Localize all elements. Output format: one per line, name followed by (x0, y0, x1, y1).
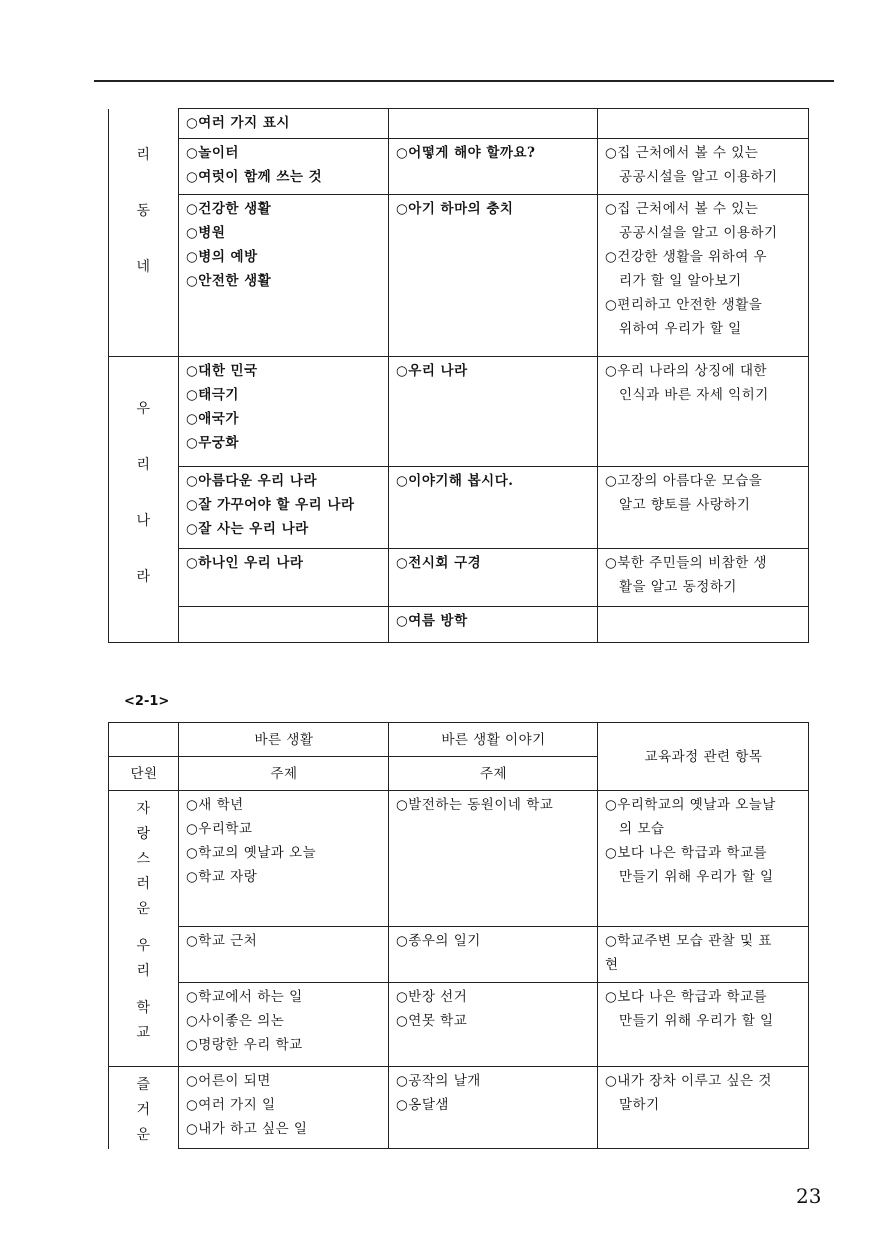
item-line: 공공시설을 알고 이용하기 (619, 169, 778, 185)
story-line: ○전시회 구경 (396, 555, 482, 571)
story-cell (389, 1067, 598, 1149)
story-cell (389, 109, 598, 139)
items-cell (598, 195, 809, 357)
item-line: 만들기 위해 우리가 할 일 (619, 1013, 774, 1029)
unit-char: 운 (136, 901, 151, 917)
topic-line: ○안전한 생활 (186, 273, 272, 289)
topic-cell (179, 195, 389, 357)
items-cell (598, 139, 809, 195)
topic-line: ○여럿이 함께 쓰는 것 (186, 169, 323, 185)
unit-char: 우 (136, 401, 151, 417)
item-line: 공공시설을 알고 이용하기 (619, 225, 778, 241)
item-line: ○보다 나은 학급과 학교를 (605, 989, 768, 1005)
topic-line: ○병원 (186, 225, 226, 241)
item-line: ○우리 나라의 상징에 대한 (605, 363, 768, 379)
topic-line: ○학교에서 하는 일 (186, 989, 303, 1005)
item-line: 알고 향토를 사랑하기 (619, 497, 751, 513)
unit-char: 라 (136, 569, 151, 585)
item-line: 활을 알고 동정하기 (619, 579, 737, 595)
item-line: 말하기 (619, 1097, 660, 1113)
header-sub1: 주제 (179, 757, 389, 791)
item-line: 의 모습 (619, 821, 665, 837)
topic-cell (179, 607, 389, 643)
unit-cell-joyful (109, 1067, 179, 1149)
topic-cell (179, 983, 389, 1067)
topic-line: ○학교 근처 (186, 933, 258, 949)
unit-char: 거 (136, 1102, 151, 1118)
topic-line: ○학교의 옛날과 오늘 (186, 845, 317, 861)
page-number: 23 (796, 1184, 822, 1208)
header-col1: 바른 생활 (179, 723, 389, 757)
topic-line: ○어른이 되면 (186, 1073, 271, 1089)
story-line: ○공작의 날개 (396, 1073, 481, 1089)
topic-cell (179, 927, 389, 983)
topic-cell (179, 139, 389, 195)
topic-line: ○잘 사는 우리 나라 (186, 521, 309, 537)
item-line: ○집 근처에서 볼 수 있는 (605, 201, 759, 217)
header-unit: 단원 (109, 757, 179, 791)
items-cell (598, 607, 809, 643)
topic-line: ○애국가 (186, 411, 239, 427)
top-rule (94, 80, 834, 82)
topic-line: ○학교 자랑 (186, 869, 258, 885)
topic-line: ○아름다운 우리 나라 (186, 473, 318, 489)
unit-char: 즐 (136, 1077, 151, 1093)
unit-char: 운 (136, 1127, 151, 1143)
items-cell (598, 983, 809, 1067)
unit-char: 네 (136, 258, 151, 275)
unit-char: 리 (136, 457, 151, 473)
item-line: ○보다 나은 학급과 학교를 (605, 845, 768, 861)
unit-cell-our-country (109, 357, 179, 643)
topic-line: ○사이좋은 의논 (186, 1013, 285, 1029)
item-line: ○북한 주민들의 비참한 생 (605, 555, 768, 571)
item-line: ○학교주변 모습 관찰 및 표 (605, 933, 772, 949)
topic-cell (179, 549, 389, 607)
topic-line: ○여러 가지 일 (186, 1097, 276, 1113)
unit-char: 학 (136, 1000, 151, 1016)
topic-line: ○여러 가지 표시 (186, 115, 290, 131)
item-line: ○건강한 생활을 위하여 우 (605, 249, 768, 265)
topic-line: ○잘 가꾸어야 할 우리 나라 (186, 497, 355, 513)
unit-char: 러 (136, 876, 151, 892)
unit-char: 랑 (136, 826, 151, 842)
item-line: ○집 근처에서 볼 수 있는 (605, 145, 759, 161)
unit-char: 스 (136, 851, 151, 867)
items-cell (598, 357, 809, 467)
unit-char: 나 (136, 513, 151, 529)
item-line: 만들기 위해 우리가 할 일 (619, 869, 774, 885)
topic-line: ○하나인 우리 나라 (186, 555, 304, 571)
topic-line: ○태극기 (186, 387, 239, 403)
header-sub2: 주제 (389, 757, 598, 791)
items-cell (598, 791, 809, 927)
story-line: ○이야기해 봅시다. (396, 473, 514, 489)
item-line: ○편리하고 안전한 생활을 (605, 297, 763, 313)
story-line: ○발전하는 동원이네 학교 (396, 797, 554, 813)
topic-line: ○무궁화 (186, 435, 239, 451)
header-empty-cell (109, 723, 179, 757)
topic-line: ○병의 예방 (186, 249, 258, 265)
unit-cell-neighborhood (109, 109, 179, 357)
story-cell (389, 357, 598, 467)
item-line: 리가 할 일 알아보기 (619, 273, 742, 289)
unit-char: 리 (136, 146, 151, 163)
curriculum-table-2 (108, 722, 809, 1149)
item-line: 현 (605, 957, 619, 973)
items-cell (598, 467, 809, 549)
unit-char: 우 (136, 938, 151, 954)
story-line: ○여름 방학 (396, 613, 468, 629)
story-line: ○반장 선거 (396, 989, 468, 1005)
story-cell (389, 983, 598, 1067)
story-line: ○연못 학교 (396, 1013, 468, 1029)
unit-cell-our-school (109, 791, 179, 1067)
topic-line: ○내가 하고 싶은 일 (186, 1121, 308, 1137)
item-line: ○우리학교의 옛날과 오늘날 (605, 797, 776, 813)
topic-line: ○명랑한 우리 학교 (186, 1037, 303, 1053)
unit-char: 리 (136, 963, 151, 979)
story-cell (389, 139, 598, 195)
story-line: ○옹달샘 (396, 1097, 449, 1113)
curriculum-table-1 (108, 108, 809, 643)
item-line: ○고장의 아름다운 모습을 (605, 473, 763, 489)
item-line: 위하여 우리가 할 일 (619, 321, 742, 337)
story-cell (389, 927, 598, 983)
unit-char: 동 (136, 202, 151, 219)
topic-cell (179, 791, 389, 927)
topic-line: ○놀이터 (186, 145, 239, 161)
story-line: ○어떻게 해야 할까요? (396, 145, 536, 161)
unit-char: 자 (136, 801, 151, 817)
story-cell (389, 467, 598, 549)
topic-cell (179, 109, 389, 139)
story-cell (389, 607, 598, 643)
items-cell (598, 109, 809, 139)
story-line: ○종우의 일기 (396, 933, 481, 949)
item-line: 인식과 바른 자세 익히기 (619, 387, 769, 403)
item-line: ○내가 장차 이루고 싶은 것 (605, 1073, 772, 1089)
topic-cell (179, 467, 389, 549)
items-cell (598, 927, 809, 983)
story-line: ○우리 나라 (396, 363, 468, 379)
topic-line: ○건강한 생활 (186, 201, 272, 217)
topic-line: ○우리학교 (186, 821, 253, 837)
unit-char: 교 (136, 1025, 151, 1041)
topic-line: ○새 학년 (186, 797, 244, 813)
story-cell (389, 549, 598, 607)
story-cell (389, 791, 598, 927)
header-col3: 교육과정 관련 항목 (598, 723, 809, 791)
topic-cell (179, 1067, 389, 1149)
story-line: ○아기 하마의 충치 (396, 201, 514, 217)
table-caption: <2-1> (124, 694, 170, 709)
header-col2: 바른 생활 이야기 (389, 723, 598, 757)
items-cell (598, 1067, 809, 1149)
items-cell (598, 549, 809, 607)
story-cell (389, 195, 598, 357)
topic-cell (179, 357, 389, 467)
topic-line: ○대한 민국 (186, 363, 258, 379)
